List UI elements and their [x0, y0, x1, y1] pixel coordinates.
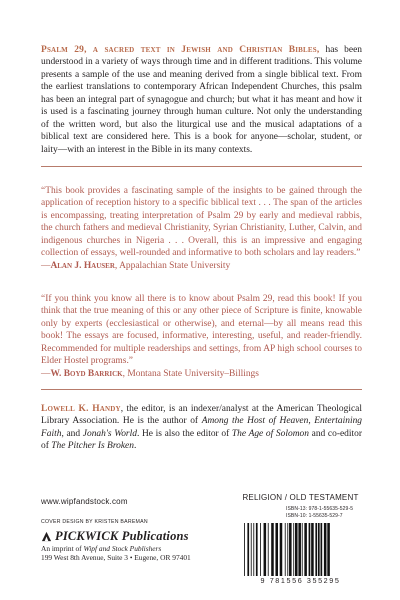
- barcode-bar: [289, 523, 292, 576]
- barcode-bar: [264, 523, 267, 576]
- barcode-bar: [244, 523, 245, 576]
- blurb-lead: Psalm 29, a sacred text in Jewish and Christian Bibles,: [41, 45, 320, 55]
- endorsement-2-quote: “If you think you know all there is to know about Psalm 29, read this book! If you think that the true meaning of this or any other piece of Scripture is finite, knowable only by experts (ecclesiastical or otherwise), and eternal—by all means read this book! The essays are focused, informative, interesting, useful, and reader-friendly. Recommended for multiple readerships and settings, from AP high school courses to Elder Hostel programs.”: [41, 294, 362, 367]
- book-title: Entertaining Faith: [41, 416, 363, 439]
- barcode-bar: [309, 523, 311, 576]
- barcode-bar: [287, 523, 288, 576]
- endorsement-1: “This book provides a fascinating sample of the insights to be gained through the application of reception history to a specific biblical text . . . The span of the articles is encompassing, treating interpretation of Psalm 29 by early and medieval rabbis, the church fathers and medieval Christianity, Syrian Christianity, Luther, Calvin, and indigenous churches in Nigeria . . . Overall, this is an impressive and engaging collection of essays, well-rounded and informative to both scholars and lay readers.” —Alan J. Hauser, Appalachian State University: [41, 186, 362, 271]
- endorsement-1-quote: “This book provides a fascinating sample of the insights to be gained through the application of reception history to a specific biblical text . . . The span of the articles is encompassing, treating interpretation of Psalm 29 by early and medieval rabbis, the church fathers and medieval Christianity, Syrian Christianity, Luther, Calvin, and indigenous churches in Nigeria . . . Overall, this is an impressive and engaging collection of essays, well-rounded and informative to both scholars and lay readers.”: [41, 186, 362, 259]
- website-link[interactable]: www.wipfandstock.com: [41, 497, 128, 506]
- book-title: Jonah's World: [82, 428, 137, 439]
- endorsement-1-name: Alan J. Hauser: [50, 260, 115, 271]
- cover-credit: COVER DESIGN BY KRISTEN BAREMAN: [41, 519, 148, 525]
- book-title: The Pitcher Is Broken: [51, 441, 134, 452]
- editor-name: Lowell K. Handy: [41, 404, 121, 414]
- isbn-block: [286, 506, 360, 521]
- barcode-bar: [327, 523, 330, 576]
- book-title: The Age of Solomon: [231, 428, 309, 439]
- barcode-bar: [253, 523, 254, 576]
- endorsement-2-name: W. Boyd Barrick: [50, 368, 123, 379]
- barcode-digits: 9 781556 355295: [260, 576, 341, 585]
- barcode-bar: [268, 523, 269, 576]
- editor-bio: Lowell K. Handy, the editor, is an indexer/analyst at the American Theological Library Association. He is the author of Among the Host of Heaven, Entertaining Faith, and Jonah's World. He is also the editor of The Age of Solomon and co-editor of The Pitcher Is Broken.: [41, 404, 363, 452]
- divider-bottom: [41, 389, 362, 390]
- subject-category: RELIGION / OLD TESTAMENT: [242, 493, 359, 502]
- divider-top: [41, 166, 362, 167]
- publisher-block: [41, 529, 231, 562]
- barcode-bar: [321, 523, 323, 576]
- barcode-bar: [247, 523, 249, 576]
- barcode-bar: [304, 523, 307, 576]
- barcode: [240, 523, 361, 576]
- blurb-paragraph: [41, 44, 362, 156]
- barcode-bar: [260, 523, 261, 576]
- publisher-logo: [41, 529, 231, 544]
- isbn-13: ISBN-13: 978-1-55635-529-5: [286, 506, 354, 512]
- barcode-bar: [251, 523, 252, 576]
- endorsement-1-affiliation: , Appalachian State University: [114, 260, 231, 271]
- barcode-bar: [311, 523, 314, 576]
- barcode-bar: [318, 523, 320, 576]
- barcode-bar: [315, 523, 317, 576]
- blurb-body: has been understood in a variety of ways through time and in different traditions. This volume presents a sample of the use and meaning derived from a single biblical text. From the earliest translations to contemporary African Independent Churches, this psalm has been an integral part of synagogue and church; but what it has meant and how it is used is a fascinating journey through human culture. Not only the understanding of the written word, but also the liturgical use and the musical adaptations of a biblical text are considered here. This is a book for anyone—scholar, student, or laity—with an interest in the Bible in its many contexts.: [41, 45, 362, 155]
- barcode-bar: [271, 523, 274, 576]
- barcode-bar: [298, 523, 301, 576]
- publisher-name: PICKWICK Publications: [55, 529, 189, 543]
- barcode-bar: [324, 523, 327, 576]
- isbn-10: ISBN-10: 1-55635-529-7: [286, 513, 343, 520]
- barcode-bar: [293, 523, 294, 576]
- book-title: Among the Host of Heaven: [201, 416, 309, 427]
- barcode-bar: [256, 523, 258, 576]
- barcode-bar: [275, 523, 278, 576]
- publisher-address: 199 West 8th Avenue, Suite 3 • Eugene, OR 97401: [41, 553, 191, 562]
- barcode-bar: [280, 523, 283, 576]
- barcode-bar: [285, 523, 286, 576]
- barcode-bar: [295, 523, 298, 576]
- barcode-bar: [302, 523, 303, 576]
- publisher-imprint: An imprint of Wipf and Stock Publishers: [41, 544, 162, 553]
- endorsement-2-affiliation: , Montana State University–Billings: [122, 368, 259, 379]
- endorsement-2: “If you think you know all there is to know about Psalm 29, read this book! If you think that the true meaning of this or any other piece of Scripture is finite, knowable only by experts (ecclesiastical or otherwise), and eternal—by all means read this book! The essays are focused, informative, interesting, useful, and reader-friendly. Recommended for multiple readerships and settings, from AP high school courses to Elder Hostel programs.” —W. Boyd Barrick, Montana State University–Billings: [41, 294, 362, 379]
- pickwick-logo-icon: [41, 531, 52, 542]
